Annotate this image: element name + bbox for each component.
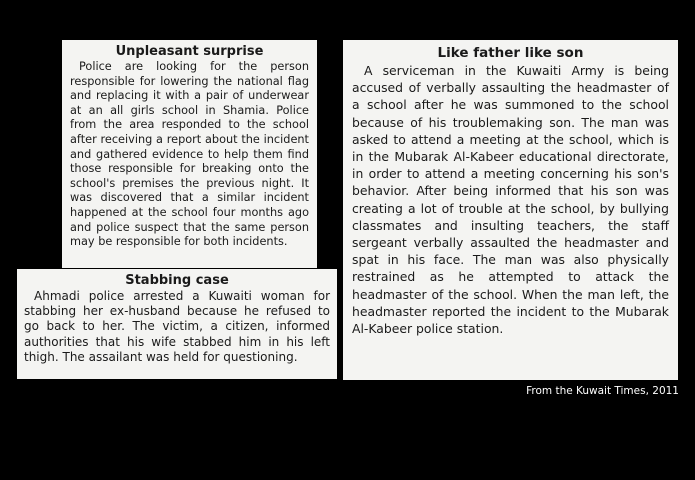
source-caption: From the Kuwait Times, 2011 bbox=[526, 385, 679, 397]
article-body: A serviceman in the Kuwaiti Army is being accused of verbally assaulting the headmaster of a school after he was summoned to the school because of his troublemaking son. The man was asked to attend a meeting at the school, which is in the Mubarak Al-Kabeer educational directorate, in order to attend a meeting concerning his son's behavior. After being informed that his son was creating a lot of trouble at the school, by bullying classmates and insulting teachers, the staff sergeant verbally assaulted the headmaster and spat in his face. The man was also physically restrained as he attempted to attack the headmaster of the school. When the man left, the headmaster reported the incident to the Mubarak Al-Kabeer police station. bbox=[352, 63, 669, 337]
article-body: Police are looking for the person responsible for lowering the national flag and replacing it with a pair of underwear at an all girls school in Shamia. Police from the area responded to the school after receiving a report about the incident and gathered evidence to help them find those responsible for breaking onto the school's premises the previous night. It was discovered that a similar incident happened at the school four months ago and police suspect that the same person may be responsible for both incidents. bbox=[70, 60, 309, 249]
article-headline: Like father like son bbox=[437, 45, 584, 61]
article-clipping-stabbing-case bbox=[17, 269, 337, 379]
article-clipping-like-father-like-son bbox=[343, 40, 678, 380]
article-clipping-unpleasant-surprise bbox=[62, 40, 317, 268]
article-body: Ahmadi police arrested a Kuwaiti woman for stabbing her ex-husband because he refused to go back to her. The victim, a citizen, informed authorities that his wife stabbed him in his left thigh. The assailant was held for questioning. bbox=[24, 289, 330, 364]
article-headline: Stabbing case bbox=[125, 273, 229, 288]
article-headline: Unpleasant surprise bbox=[115, 44, 264, 59]
